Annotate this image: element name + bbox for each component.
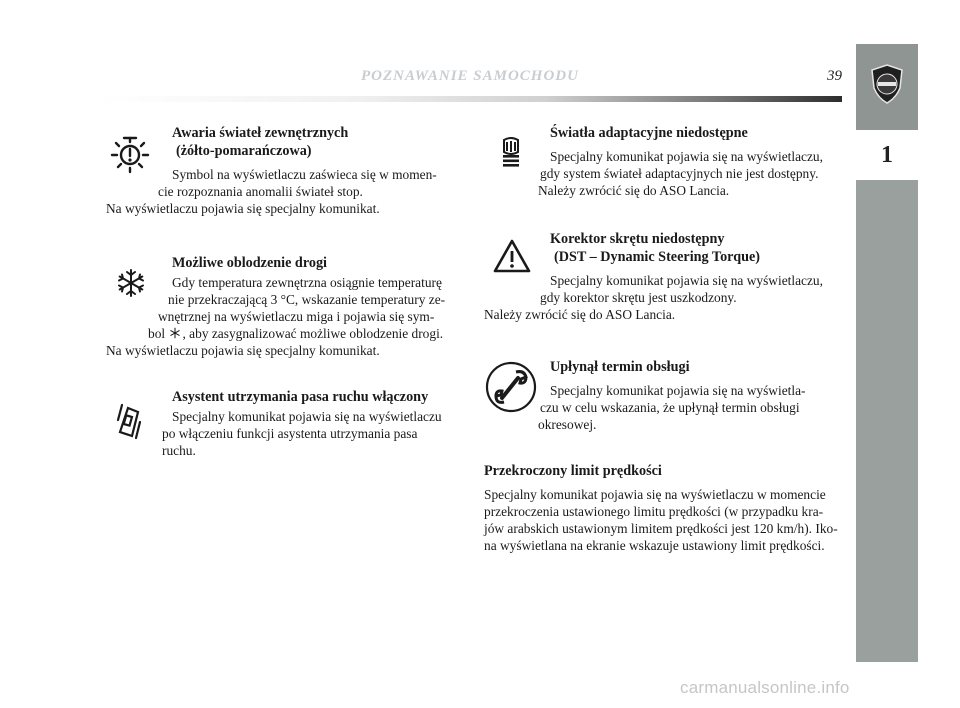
adaptive-headlight-icon (500, 136, 522, 170)
wrench-service-icon (484, 360, 538, 414)
side-badge (856, 44, 918, 130)
chapter-side-tab (856, 44, 918, 662)
header-rule (100, 96, 842, 102)
body-line: Należy zwrócić się do ASO Lancia. (538, 183, 730, 198)
lancia-logo-icon (870, 64, 904, 104)
body-line: czu w celu wskazania, że upłynął termin obsługi (540, 400, 800, 415)
body-line (148, 325, 458, 342)
section-lane-assist (106, 388, 458, 459)
section-subtitle: (DST – Dynamic Steering Torque) (554, 249, 761, 265)
page-number: 39 (827, 68, 842, 84)
body-text-fragment: , aby zasygnalizować możliwe oblodzenie drogi. (182, 326, 444, 341)
watermark: carmanualsonline.info (680, 678, 850, 697)
section-subtitle: (żółto-pomarańczowa) (176, 143, 312, 159)
body-text-fragment: bol (148, 326, 166, 341)
body-line: wnętrznej na wyświetlaczu miga i pojawia się sym- (158, 309, 435, 324)
section-exterior-light-fault (106, 124, 458, 217)
body-line: Specjalny komunikat pojawia się na wyświetla- (550, 383, 806, 398)
body-line: Na wyświetlaczu pojawia się specjalny komunikat. (106, 201, 380, 216)
body-line: gdy system świateł adaptacyjnych nie jest dostępny. (540, 166, 819, 181)
section-speed-limit (484, 462, 840, 554)
snowflake-icon (116, 268, 146, 298)
body-line: Należy zwrócić się do ASO Lancia. (484, 307, 676, 322)
section-title: Przekroczony limit prędkości (484, 463, 662, 479)
section-title: Upłynął termin obsługi (550, 359, 690, 375)
body-line: Symbol na wyświetlaczu zaświeca się w momen- (172, 167, 437, 182)
body-line: Gdy temperatura zewnętrzna osiągnie temperaturę (172, 275, 442, 290)
body-line: Specjalny komunikat pojawia się na wyświetlaczu (172, 409, 442, 424)
body-line: na wyświetlana na ekranie wskazuje ustawiony limit prędkości. (484, 538, 825, 553)
body-line: ruchu. (162, 443, 196, 458)
warning-triangle-icon (492, 238, 532, 274)
body-line: Na wyświetlaczu pojawia się specjalny komunikat. (106, 343, 380, 358)
body-line: Specjalny komunikat pojawia się na wyświetlaczu, (550, 273, 823, 288)
snowflake-icon (168, 327, 182, 339)
section-service-due (484, 358, 840, 433)
section-title: Korektor skrętu niedostępny (550, 231, 725, 247)
body-line: jów arabskich ustawionym limitem prędkości jest 120 km/h). Iko- (484, 521, 838, 536)
body-line: Specjalny komunikat pojawia się na wyświetlaczu, (550, 149, 823, 164)
body-line: nie przekraczającą 3 °C, wskazanie temperatury ze- (168, 292, 446, 307)
section-title: Asystent utrzymania pasa ruchu włączony (172, 389, 429, 405)
lane-keeping-assist-icon (116, 402, 142, 442)
running-header-title: POZNAWANIE SAMOCHODU (361, 68, 579, 84)
section-possible-ice (106, 254, 458, 359)
body-line: gdy korektor skrętu jest uszkodzony. (540, 290, 737, 305)
section-adaptive-lights (484, 124, 840, 199)
body-line: po włączeniu funkcji asystenta utrzymania pasa (162, 426, 418, 441)
section-title: Światła adaptacyjne niedostępne (550, 125, 748, 141)
body-line: okresowej. (538, 417, 597, 432)
section-dst-unavailable (484, 230, 840, 323)
body-line: cie rozpoznania anomalii świateł stop. (158, 184, 363, 199)
chapter-number: 1 (856, 130, 918, 180)
body-line: Specjalny komunikat pojawia się na wyświetlaczu w momencie (484, 487, 826, 502)
section-title: Awaria świateł zewnętrznych (172, 125, 349, 141)
exterior-light-fault-icon (110, 134, 150, 174)
body-line: przekroczenia ustawionego limitu prędkości (w przypadku kra- (484, 504, 824, 519)
section-title: Możliwe oblodzenie drogi (172, 255, 327, 271)
